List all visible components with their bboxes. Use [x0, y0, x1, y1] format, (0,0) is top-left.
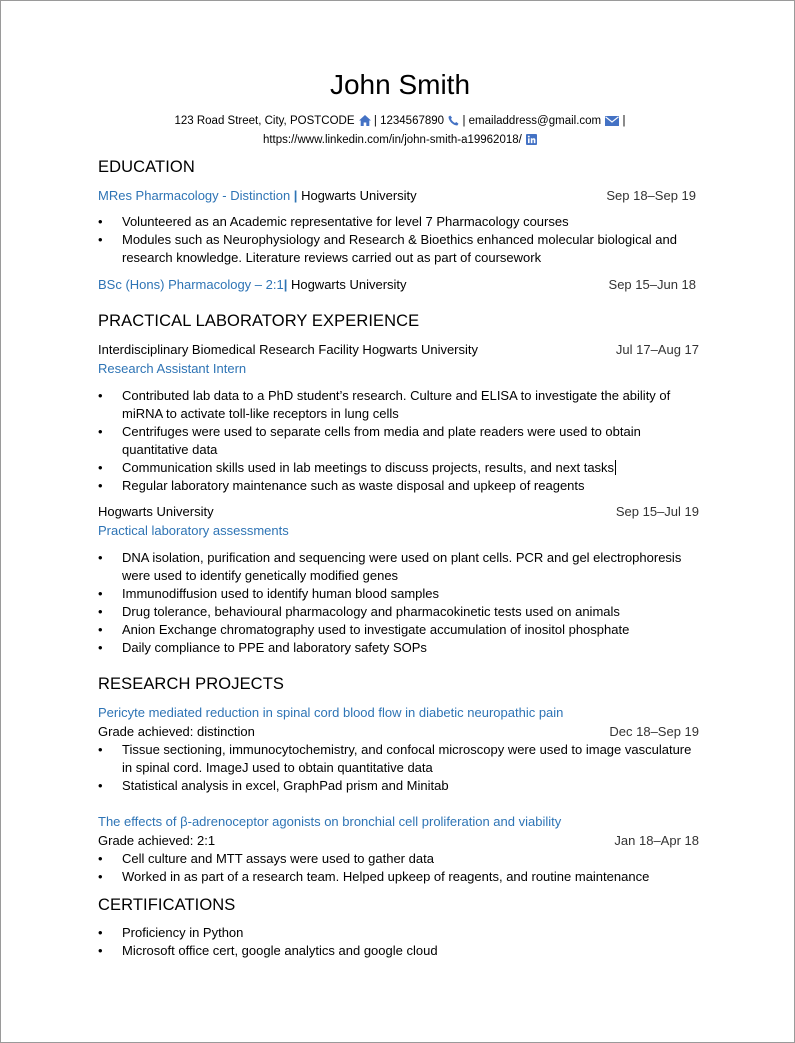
linkedin-url[interactable]: https://www.linkedin.com/in/john-smith-a19962018/ [262, 134, 522, 146]
date-range: Sep 15–Jul 19 [615, 504, 699, 519]
list-item: • Immunodiffusion used to identify human blood samples [98, 585, 702, 603]
list-item: • Cell culture and MTT assays were used to gather data [98, 850, 702, 868]
list-item: • DNA isolation, purification and sequencing were used on plant cells. PCR and gel electrophoresis were used to identify genetically modified genes [98, 549, 702, 585]
separator: | [619, 115, 626, 127]
bullet-list [98, 741, 702, 795]
school-name: Hogwarts University [290, 277, 407, 292]
bullet-list [98, 387, 702, 495]
date-range: Sep 18–Sep 19 [606, 188, 696, 203]
organization-name: Hogwarts University [98, 504, 214, 519]
list-item: • Volunteered as an Academic representative for level 7 Pharmacology courses [98, 213, 702, 231]
list-item: • Contributed lab data to a PhD student’s research. Culture and ELISA to investigate the ability of miRNA to activate toll-like receptors in lung cells [98, 387, 702, 423]
role-title: Practical laboratory assessments [98, 523, 289, 538]
contact-line [98, 113, 702, 151]
list-item: • Regular laboratory maintenance such as waste disposal and upkeep of reagents [98, 477, 702, 495]
bullet-list [98, 213, 702, 267]
school-name: Hogwarts University [301, 188, 417, 203]
date-range: Sep 15–Jun 18 [608, 277, 696, 292]
education-entry [98, 275, 702, 294]
education-title-line [98, 186, 417, 205]
candidate-name: John Smith [329, 69, 471, 100]
lab-experience-heading: PRACTICAL LABORATORY EXPERIENCE [98, 312, 420, 330]
project-title: Pericyte mediated reduction in spinal cord blood flow in diabetic neuropathic pain [98, 705, 564, 720]
resume-content [98, 67, 702, 960]
list-item: • Worked in as part of a research team. Helped upkeep of reagents, and routine maintenance [98, 868, 702, 886]
list-item [98, 459, 702, 477]
bullet-list [98, 850, 702, 886]
separator: | [290, 188, 302, 203]
list-item: • Modules such as Neurophysiology and Research & Bioethics enhanced molecular biological and research knowledge. Literature reviews carried out as part of coursework [98, 231, 702, 267]
list-item: • Daily compliance to PPE and laboratory safety SOPs [98, 639, 702, 657]
linkedin-icon [526, 134, 537, 151]
list-item: • Statistical analysis in excel, GraphPad prism and Minitab [98, 777, 702, 795]
education-title-line [98, 275, 407, 294]
grade-text: Grade achieved: 2:1 [98, 833, 216, 848]
separator: | [370, 115, 381, 127]
list-item-text: Communication skills used in lab meetings to discuss projects, results, and next tasks [122, 460, 615, 475]
date-range: Dec 18–Sep 19 [609, 724, 699, 739]
date-range: Jan 18–Apr 18 [614, 833, 699, 848]
certifications-heading: CERTIFICATIONS [98, 896, 236, 914]
list-item: • Tissue sectioning, immunocytochemistry, and confocal microscopy were used to image vasculature in spinal cord. ImageJ used to obtain quantitative data [98, 741, 702, 777]
text-cursor [615, 460, 616, 475]
project-meta [98, 722, 702, 741]
list-item: • Microsoft office cert, google analytics and google cloud [98, 942, 702, 960]
experience-entry [98, 502, 702, 521]
email-text[interactable]: emailaddress@gmail.com [468, 115, 602, 127]
list-item: • Proficiency in Python [98, 924, 702, 942]
list-item: • Centrifuges were used to separate cells from media and plate readers were used to obtain quantitative data [98, 423, 702, 459]
research-heading: RESEARCH PROJECTS [98, 675, 284, 693]
phone-text: 1234567890 [380, 115, 445, 127]
degree-name: MRes Pharmacology - Distinction [98, 188, 291, 203]
date-range: Jul 17–Aug 17 [615, 342, 699, 357]
list-item: • Drug tolerance, behavioural pharmacology and pharmacokinetic tests used on animals [98, 603, 702, 621]
address-text: 123 Road Street, City, POSTCODE [174, 115, 355, 127]
project-meta [98, 831, 702, 850]
phone-icon [448, 115, 459, 132]
envelope-icon [605, 115, 619, 132]
education-entry [98, 186, 702, 205]
bullet-list [98, 924, 702, 960]
grade-text: Grade achieved: distinction [98, 724, 255, 739]
home-icon [359, 115, 371, 132]
list-item: • Anion Exchange chromatography used to investigate accumulation of inositol phosphate [98, 621, 702, 639]
role-title: Research Assistant Intern [98, 361, 247, 376]
experience-entry [98, 340, 702, 359]
organization-name: Interdisciplinary Biomedical Research Facility Hogwarts University [98, 342, 479, 357]
education-heading: EDUCATION [98, 158, 195, 176]
project-title: The effects of β-adrenoceptor agonists on bronchial cell proliferation and viability [98, 814, 562, 829]
separator: | [283, 277, 291, 292]
degree-name: BSc (Hons) Pharmacology – 2:1 [98, 277, 284, 292]
bullet-list [98, 549, 702, 657]
separator: | [459, 115, 469, 127]
